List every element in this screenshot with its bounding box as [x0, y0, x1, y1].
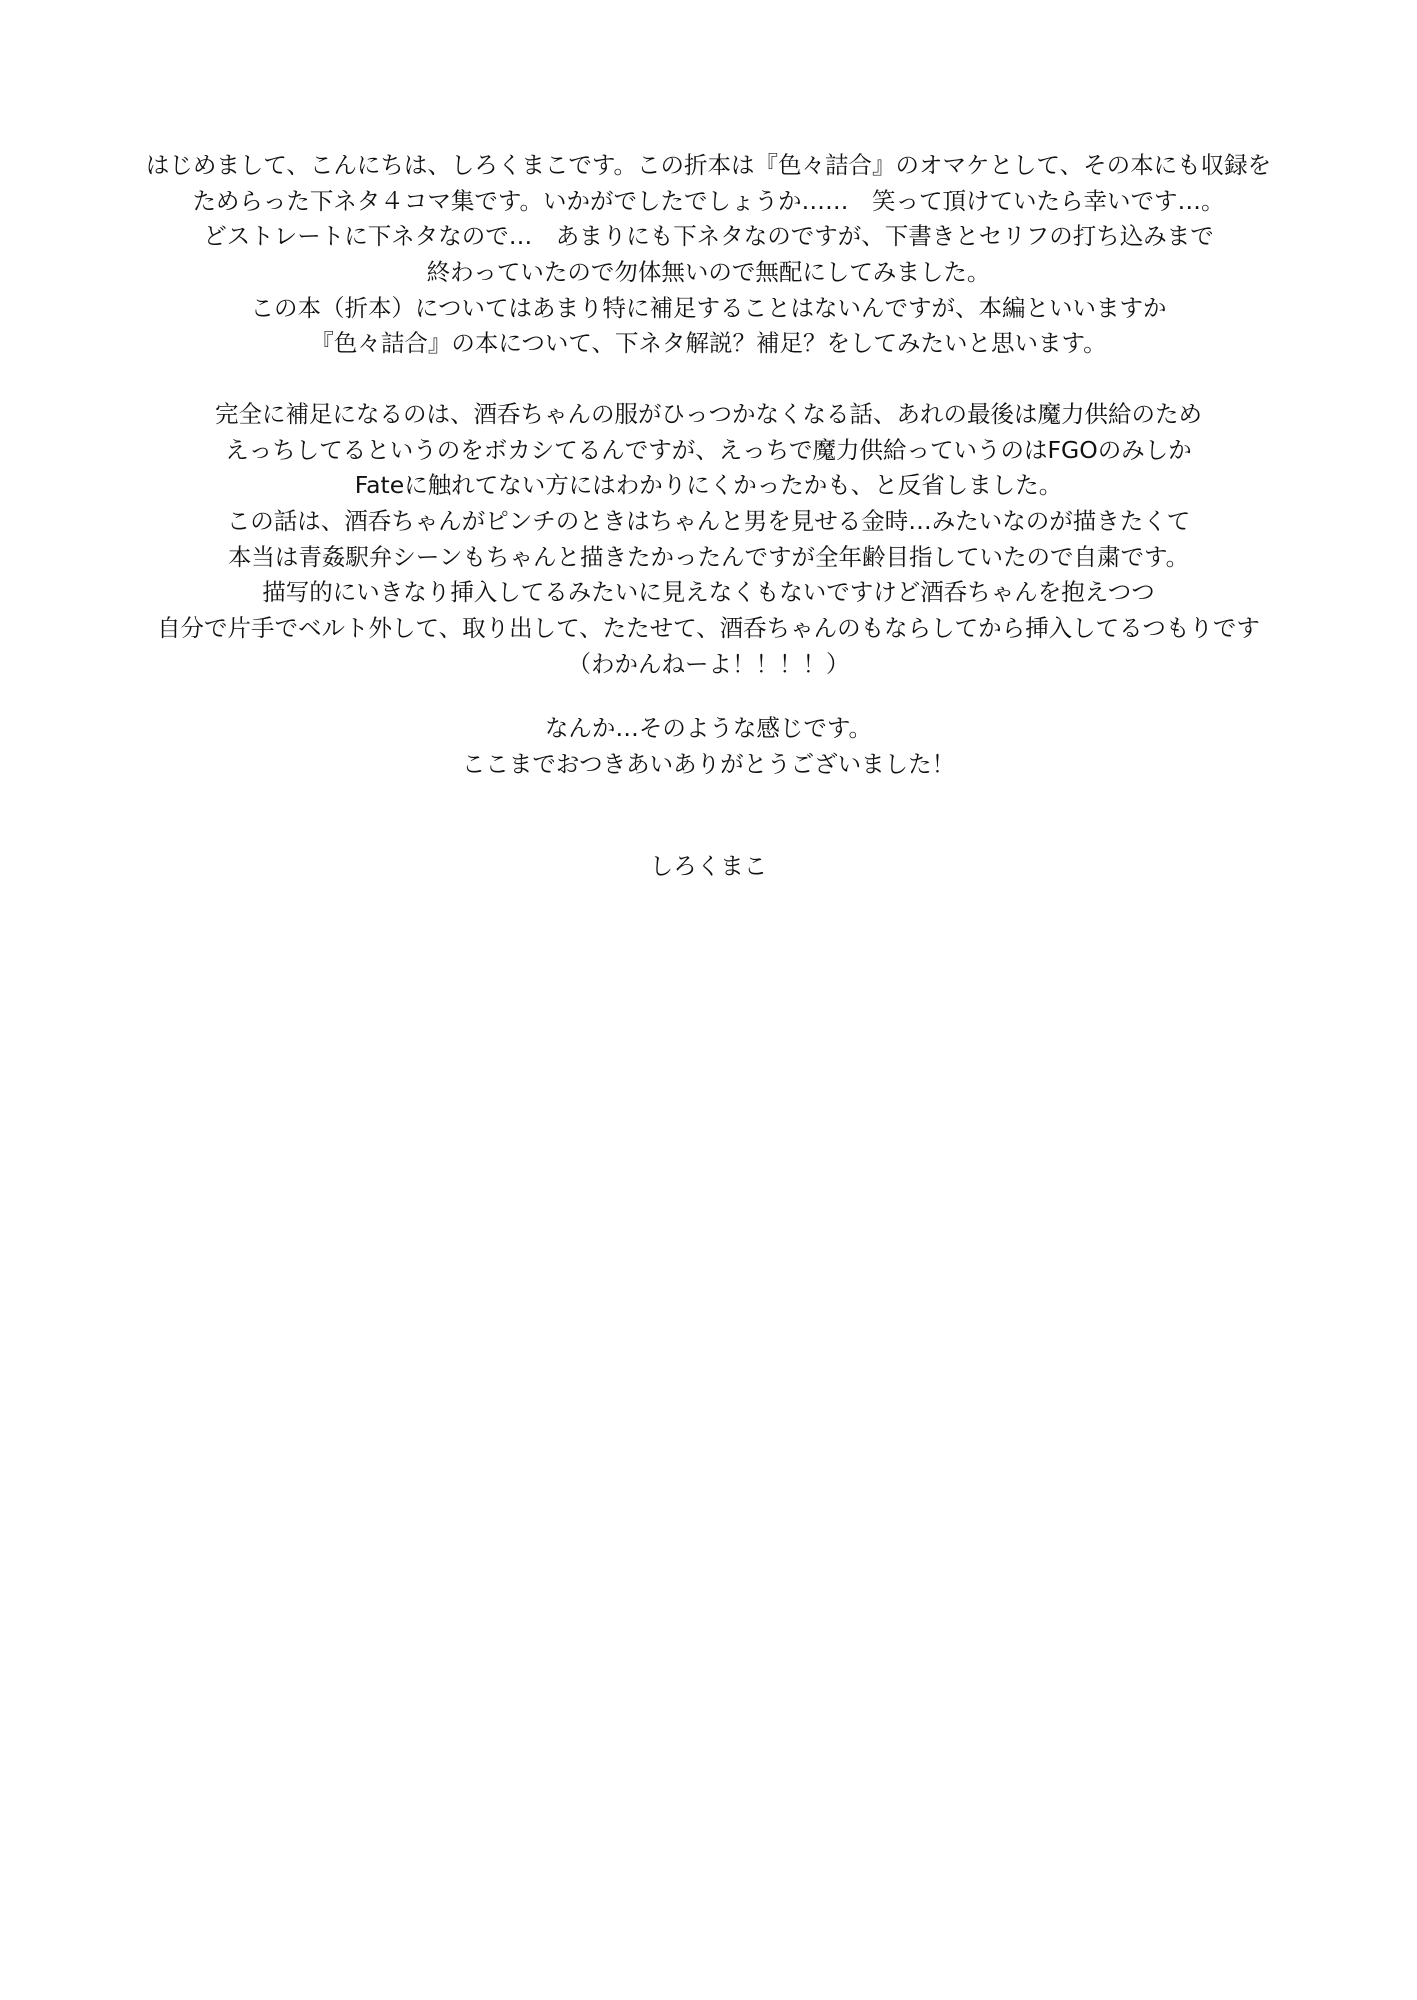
author-signature — [120, 849, 1297, 885]
text-line: どストレートに下ネタなので… あまりにも下ネタなのですが、下書きとセリフの打ち込みまで — [203, 222, 1214, 251]
text-line: なんか…そのような感じです。 — [544, 714, 873, 742]
text-line: 本当は青姦駅弁シーンもちゃんと描きたかったんですが全年齢目指していたので自粛です。 — [227, 542, 1190, 571]
text-line: この本（折本）についてはあまり特に補足することはないんですが、本編といいますか — [250, 293, 1167, 322]
paragraph-introduction — [120, 148, 1297, 362]
text-line: （わかんねーよ！！！！） — [567, 649, 850, 678]
text-line: ここまでおつきあいありがとうございました！ — [461, 749, 956, 778]
paragraph-closing — [120, 711, 1297, 782]
text-line: えっちしてるというのをボカシてるんですが、えっちで魔力供給っていうのはFGOのみしか — [225, 435, 1192, 464]
signature-text: しろくまこ — [649, 852, 768, 880]
text-line: 描写的にいきなり挿入してるみたいに見えなくもないですけど酒呑ちゃんを抱えつつ — [262, 578, 1155, 607]
text-line: 自分で片手でベルト外して、取り出して、たたせて、酒呑ちゃんのもならしてから挿入してるつもりです — [157, 614, 1260, 643]
text-line: 完全に補足になるのは、酒呑ちゃんの服がひっつかなくなる話、あれの最後は魔力供給のため — [215, 400, 1202, 428]
text-line: 終わっていたので勿体無いので無配にしてみました。 — [426, 258, 991, 287]
paragraph-supplement — [120, 397, 1297, 683]
text-line: はじめまして、こんにちは、しろくまこです。この折本は『色々詰合』のオマケとして、その本にも収録を — [145, 151, 1272, 179]
text-line: この話は、酒呑ちゃんがピンチのときはちゃんと男を見せる金時…みたいなのが描きたくて — [226, 507, 1191, 536]
text-line: Fateに触れてない方にはわかりにくかったかも、と反省しました。 — [354, 471, 1063, 500]
text-line: 『色々詰合』の本について、下ネタ解説？補足？をしてみたいと思います。 — [310, 329, 1107, 358]
text-line: ためらった下ネタ４コマ集です。いかがでしたでしょうか…… 笑って頂けていたら幸いです…。 — [192, 186, 1225, 215]
